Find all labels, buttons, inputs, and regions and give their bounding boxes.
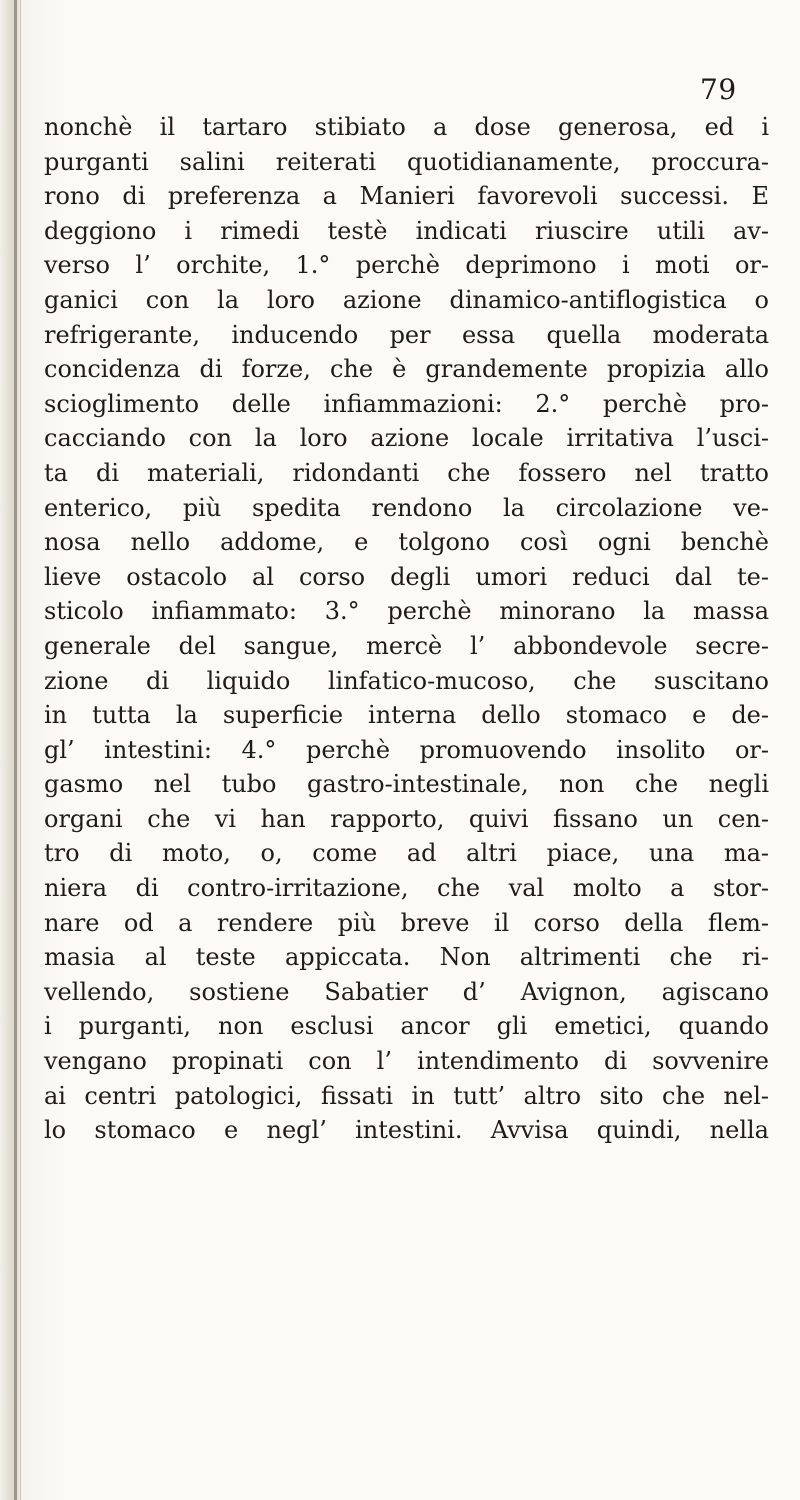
text-line: concidenza di forze, che è grandemente propizia allo (44, 355, 769, 384)
text-line: nosa nello addome, e tolgono così ogni benchè (44, 528, 769, 557)
binding-edge (14, 0, 17, 1500)
text-line: cacciando con la loro azione locale irritativa l’usci- (44, 424, 769, 453)
page-number: 79 (700, 73, 737, 106)
text-line: scioglimento delle infiammazioni: 2.° perchè pro- (44, 389, 769, 418)
text-line: lieve ostacolo al corso degli umori reduci dal te- (44, 562, 769, 591)
text-line: ai centri patologici, fissati in tutt’ altro sito che nel- (44, 1081, 769, 1110)
text-line: niera di contro-irritazione, che val molto a stor- (44, 874, 769, 903)
page-gutter (0, 0, 20, 1500)
text-line: deggiono i rimedi testè indicati riuscire utili av- (44, 216, 769, 245)
binding-edge-shadow (20, 0, 21, 1500)
text-line: gl’ intestini: 4.° perchè promuovendo insolito or- (44, 735, 769, 764)
text-line: nonchè il tartaro stibiato a dose generosa, ed i (44, 113, 769, 141)
text-line: refrigerante, inducendo per essa quella moderata (44, 320, 769, 349)
text-line: in tutta la superficie interna dello stomaco e de- (44, 701, 769, 730)
text-line: tro di moto, o, come ad altri piace, una ma- (44, 839, 769, 868)
text-line: zione di liquido linfatico-mucoso, che suscitano (44, 666, 769, 695)
body-text (44, 110, 769, 1148)
text-line: vellendo, sostiene Sabatier d’ Avignon, agiscano (44, 977, 769, 1006)
text-line: masia al teste appiccata. Non altrimenti che ri- (44, 943, 769, 972)
text-line: rono di preferenza a Manieri favorevoli successi. E (44, 182, 769, 211)
text-line: ta di materiali, ridondanti che fossero nel tratto (44, 458, 769, 487)
text-line: verso l’ orchite, 1.° perchè deprimono i moti or- (44, 251, 769, 280)
text-line: enterico, più spedita rendono la circolazione ve- (44, 493, 769, 522)
text-line: i purganti, non esclusi ancor gli emetici, quando (44, 1012, 769, 1041)
text-line: sticolo infiammato: 3.° perchè minorano la massa (44, 597, 769, 626)
text-line: ganici con la loro azione dinamico-antiflogistica o (44, 285, 769, 314)
text-line: vengano propinati con l’ intendimento di sovvenire (44, 1047, 769, 1076)
text-line: gasmo nel tubo gastro-intestinale, non che negli (44, 770, 769, 799)
text-line: generale del sangue, mercè l’ abbondevole secre- (44, 631, 769, 660)
text-line: nare od a rendere più breve il corso della flem- (44, 908, 769, 937)
text-line: lo stomaco e negl’ intestini. Avvisa quindi, nella (44, 1116, 769, 1145)
text-line: organi che vi han rapporto, quivi fissano un cen- (44, 804, 769, 833)
text-line: purganti salini reiterati quotidianamente, proccura- (44, 147, 769, 176)
